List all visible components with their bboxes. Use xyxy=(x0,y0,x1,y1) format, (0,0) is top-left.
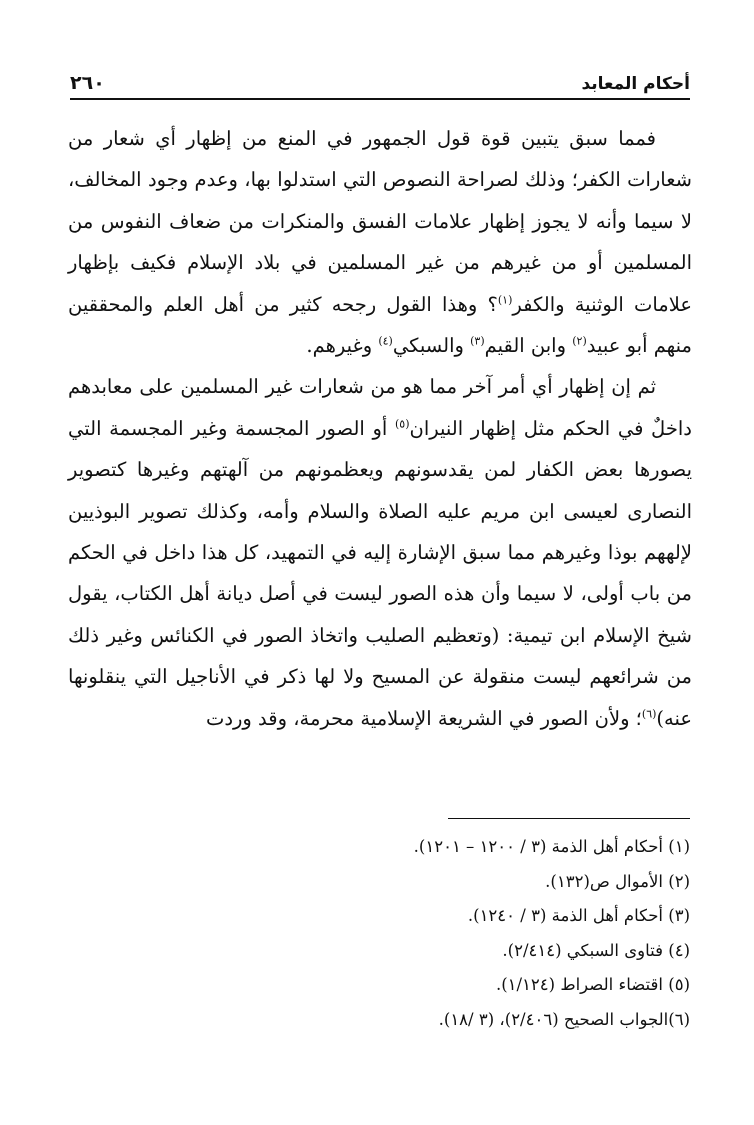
paragraph-1-text-4: والسبكي xyxy=(392,334,471,358)
paragraph-1 xyxy=(68,118,692,366)
paragraph-2-text-3: ؛ ولأن الصور في الشريعة الإسلامية محرمة، وقد وردت xyxy=(205,706,642,730)
page-header xyxy=(70,62,690,100)
footnote-ref-1: (١) xyxy=(497,293,513,307)
footnotes xyxy=(150,830,690,1037)
footnote-ref-2: (٢) xyxy=(572,334,587,348)
footnote-5: (٥) اقتضاء الصراط (١/١٢٤). xyxy=(495,975,690,994)
footnote-6: (٦)الجواب الصحيح (٢/٤٠٦)، (٣ /١٨). xyxy=(438,1009,690,1029)
footnote-ref-6: (٦) xyxy=(641,707,657,721)
running-title: أحكام المعابد xyxy=(581,74,690,94)
footnote-3: (٣) أحكام أهل الذمة (٣ / ١٢٤٠). xyxy=(467,906,690,925)
paragraph-2-text-1: ثم إن إظهار أي أمر آخر مما هو من شعارات غير المسلمين على معابدهم داخلٌ في الحكم مثل إظهار النيران xyxy=(68,375,692,440)
paragraph-1-text-5: وغيرهم. xyxy=(306,334,379,358)
paragraph-2-text-2: أو الصور المجسمة وغير المجسمة التي يصورها بعض الكفار لمن يقدسونهم ويعظمونهم من آلهتهم وغيرها كتصوير النصارى لعيسى ابن مريم عليه الصلاة والسلام وأمه، وكذلك تصوير البوذيين لإلههم بوذا وغيرهم مما سبق الإشارة إليه في التمهيد، كل هذا داخل في الحكم من باب أولى، لا سيما وأن هذه الصور ليست في أصل ديانة أهل الكتاب، يقول شيخ الإسلام ابن تيمية: (وتعظيم الصليب واتخاذ الصور في الكنائس وغير ذلك من شرائعهم ليست منقولة عن المسيح ولا لها ذكر في الأناجيل التي ينقلونها عنه) xyxy=(68,416,692,730)
footnote-ref-4: (٤) xyxy=(378,334,393,348)
footnote-ref-3: (٣) xyxy=(470,334,485,348)
paragraph-2 xyxy=(68,366,692,739)
footnote-separator xyxy=(448,818,690,819)
paragraph-1-text-3: وابن القيم xyxy=(484,334,573,358)
page-number: ٢٦٠ xyxy=(70,72,105,94)
footnote-ref-5: (٥) xyxy=(394,417,410,431)
footnote-4: (٤) فتاوى السبكي (٢/٤١٤). xyxy=(502,940,690,960)
footnote-1: (١) أحكام أهل الذمة (٣ / ١٢٠٠ – ١٢٠١). xyxy=(413,837,690,856)
paragraph-1-text-1: فمما سبق يتبين قوة قول الجمهور في المنع من إظهار أي شعار من شعارات الكفر؛ وذلك لصراحة النصوص التي استدلوا بها، وعدم وجود المخالف، لا سيما وأنه لا يجوز إظهار علامات الفسق والمنكرات من ضعاف النفوس من المسلمين أو من غيرهم من غير المسلمين في بلاد الإسلام فكيف بإظهار علامات الوثنية والكفر xyxy=(68,127,692,316)
main-text xyxy=(68,118,692,739)
paragraph-1-text-2: ؟ وهذا القول رجحه كثير من أهل العلم والمحققين منهم أبو عبيد xyxy=(68,292,692,358)
footnote-2: (٢) الأموال ص(١٣٢). xyxy=(545,871,690,891)
